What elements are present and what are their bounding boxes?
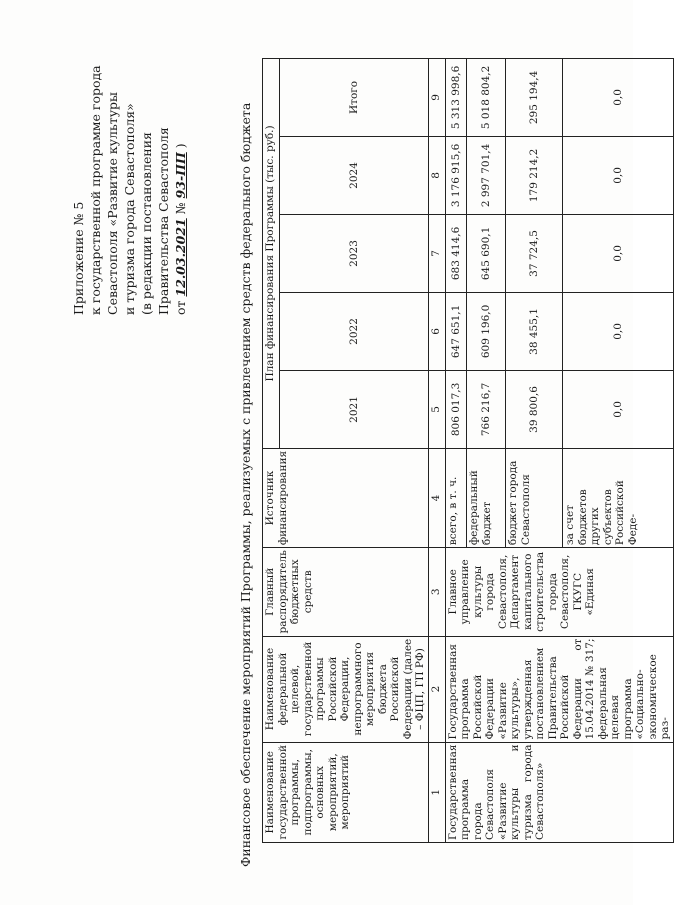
col-number: 9 [428, 58, 445, 136]
col-number: 5 [428, 370, 445, 448]
value-cell: 0,0 [563, 136, 673, 214]
value-cell: 39 800,6 [506, 370, 563, 448]
budget-manager-cell: Главное управление культуры города Севастополя, Департамент капитального строительства города Севастополя, ГКУГС «Единая [445, 548, 673, 636]
value-cell: 0,0 [563, 292, 673, 370]
value-cell: 609 196,0 [467, 292, 506, 370]
date-prefix: от [173, 300, 188, 315]
handwritten-number: 93-ПП [173, 152, 188, 199]
number-prefix: № [173, 202, 188, 215]
value-cell: 0,0 [563, 370, 673, 448]
close-paren: ) [173, 143, 188, 149]
source-city: бюджет города Севастополя [506, 448, 563, 547]
col-number: 3 [428, 548, 445, 636]
value-cell: 766 216,7 [467, 370, 506, 448]
source-federal: федеральный бюджет [467, 448, 506, 547]
col-number: 6 [428, 292, 445, 370]
appendix-line: и туризма города Севастополя» [122, 103, 137, 315]
value-cell: 3 176 915,6 [445, 136, 467, 214]
value-cell: 5 018 804,2 [467, 58, 506, 136]
source-total: всего, в т. ч. [445, 448, 467, 547]
handwritten-date: 12.03.2021 [173, 218, 188, 297]
federal-program-cell: Государственная программа Российской Федерации «Развитие культуры», утвержденная постановлением Правительства Российской Федерации от 15.04.2014 № 317; федеральная целевая программа «Социально-экономическое раз- [445, 636, 673, 742]
value-cell: 38 455,1 [506, 292, 563, 370]
program-name-cell: Государственная программа города Севастополя «Развитие культуры и туризма города Севастополя» [445, 742, 673, 842]
value-cell: 2 997 701,4 [467, 136, 506, 214]
header-year-2023: 2023 [280, 214, 429, 292]
header-funding-source: Источник финансирования [263, 448, 429, 547]
appendix-date-line [172, 15, 189, 315]
appendix-line: Правительства Севастополя [156, 127, 171, 315]
header-program-name: Наименование государственной программы, подпрограммы, основных мероприятий, мероприятий [263, 742, 429, 842]
appendix-line: к государственной программе города [88, 65, 103, 315]
header-plan: План финансирования Программы (тыс. руб.) [263, 58, 280, 448]
appendix-line: Севастополя «Развитие культуры [105, 92, 120, 315]
header-federal-program: Наименование федеральной целевой, государственной программы Российской Федерации, непрограммного мероприятия бюджета Российской Федерации (далее – ФЦП, ГП РФ) [263, 636, 429, 742]
col-number: 1 [428, 742, 445, 842]
appendix-line: Приложение № 5 [71, 201, 86, 315]
value-cell: 179 214,2 [506, 136, 563, 214]
value-cell: 0,0 [563, 58, 673, 136]
header-year-2024: 2024 [280, 136, 429, 214]
value-cell: 683 414,6 [445, 214, 467, 292]
col-number: 8 [428, 136, 445, 214]
col-number: 2 [428, 636, 445, 742]
value-cell: 647 651,1 [445, 292, 467, 370]
appendix-header [70, 15, 189, 315]
value-cell: 645 690,1 [467, 214, 506, 292]
header-year-2022: 2022 [280, 292, 429, 370]
source-other-regions: за счет бюджетов других субъектов Российской Феде- [563, 448, 673, 547]
value-cell: 806 017,3 [445, 370, 467, 448]
table-title: Финансовое обеспечение мероприятий Программы, реализуемых с привлечением средств федерального бюджета [238, 102, 253, 867]
financing-table [262, 58, 674, 843]
value-cell: 37 724,5 [506, 214, 563, 292]
value-cell: 0,0 [563, 214, 673, 292]
header-year-2021: 2021 [280, 370, 429, 448]
col-number: 4 [428, 448, 445, 547]
value-cell: 5 313 998,6 [445, 58, 467, 136]
value-cell: 295 194,4 [506, 58, 563, 136]
col-number: 7 [428, 214, 445, 292]
appendix-line: (в редакции постановления [139, 132, 154, 315]
header-budget-manager: Главный распорядитель бюджетных средств [263, 548, 429, 636]
header-total: Итого [280, 58, 429, 136]
